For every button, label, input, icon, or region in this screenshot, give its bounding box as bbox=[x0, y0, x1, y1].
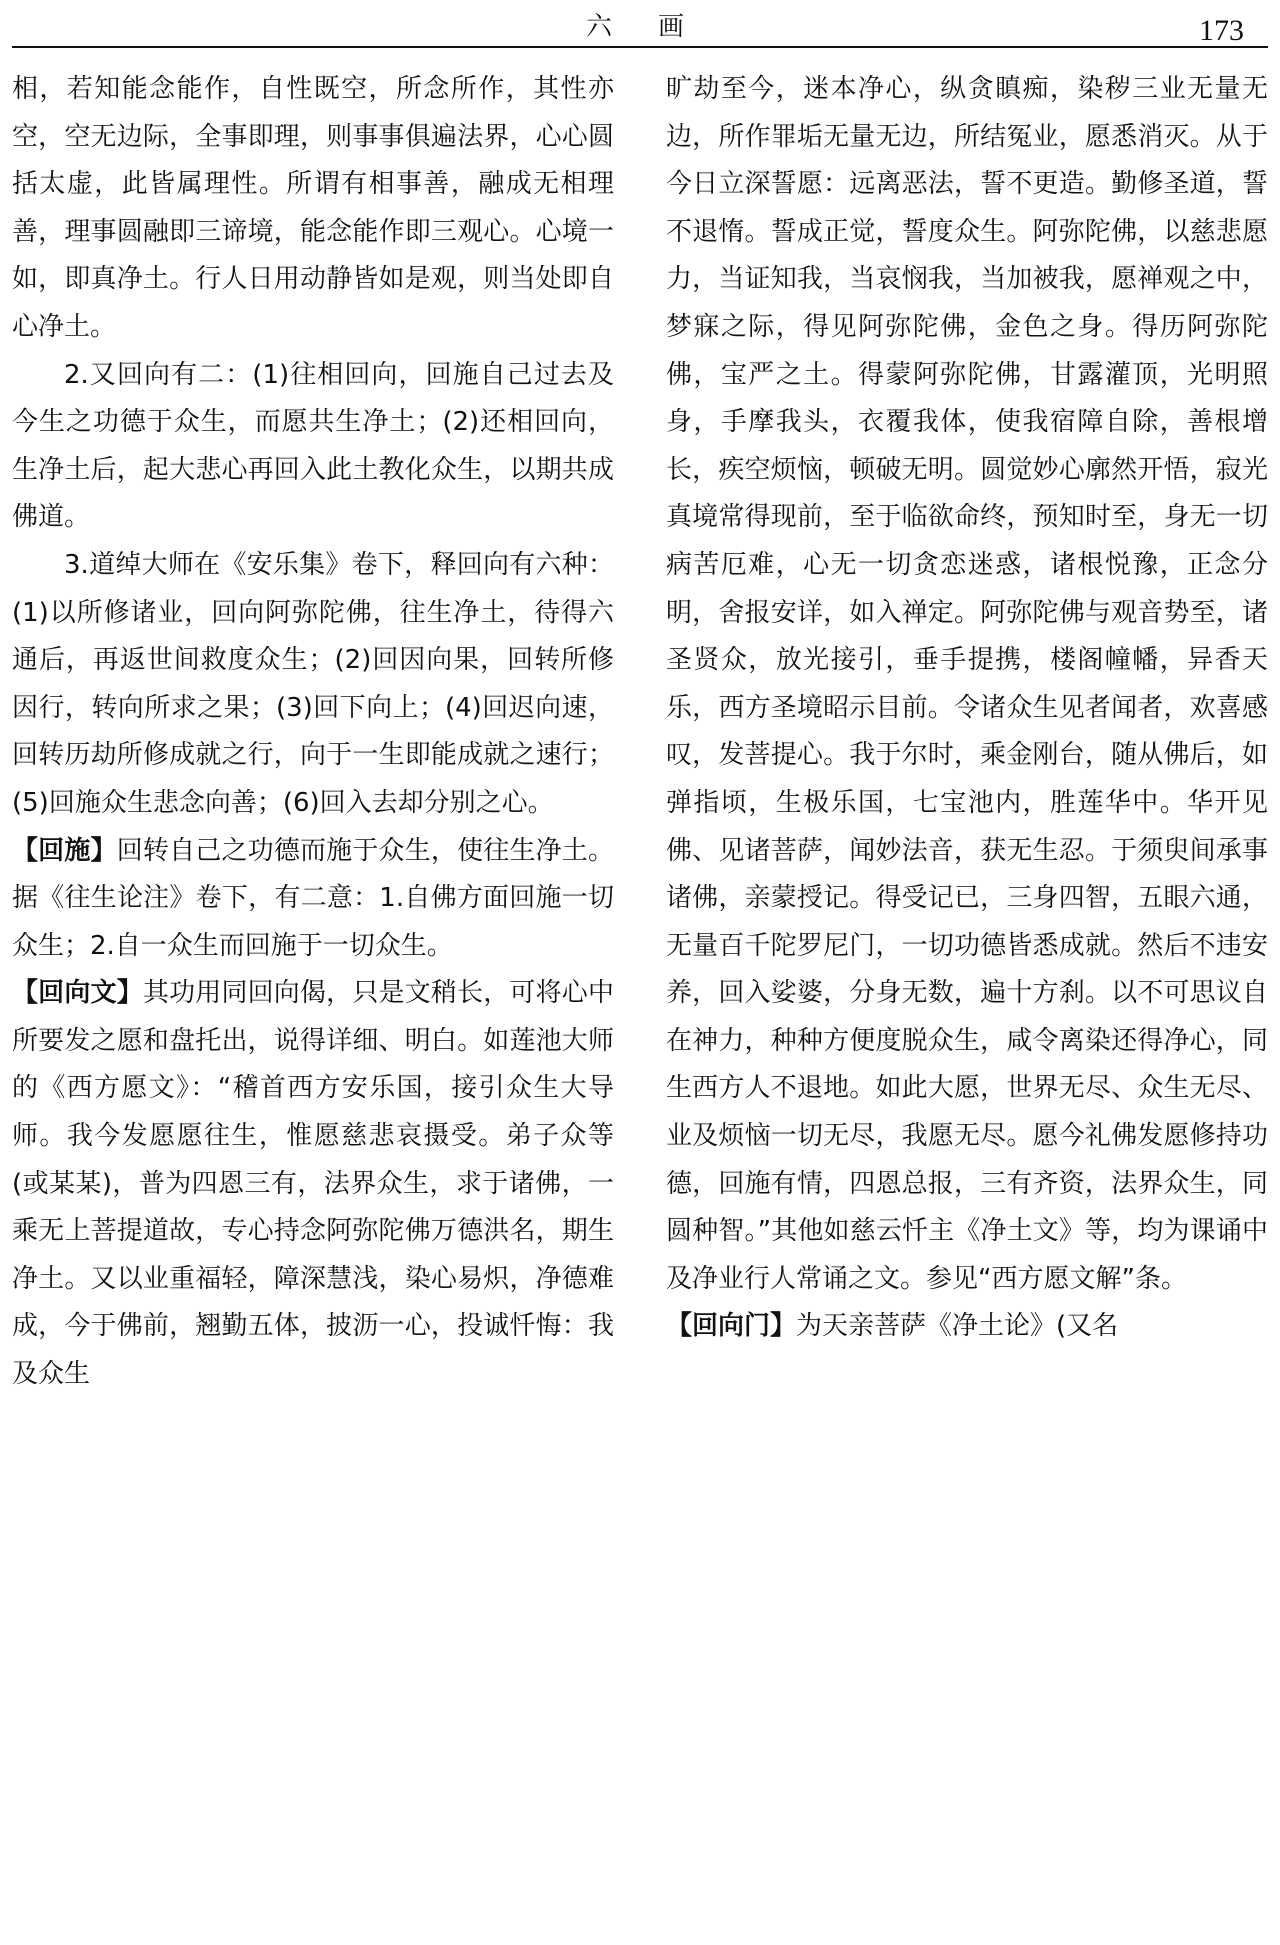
paragraph-continued: 相，若知能念能作，自性既空，所念所作，其性亦空，空无边际，全事即理，则事事俱遍法界，心心圆括太虚，此皆属理性。所谓有相事善，融成无相理善，理事圆融即三谛境，能念能作即三观心。心境一如，即真净土。行人日用动静皆如是观，则当处即自心净土。 bbox=[12, 74, 614, 342]
paragraph-huixiang-six: 3.道绰大师在《安乐集》卷下，释回向有六种：(1)以所修诸业，回向阿弥陀佛，往生净土，待得六通后，再返世间救度众生；(2)回因向果，回转所修因行，转向所求之果；(3)回下向上；(4)回迟向速，回转历劫所修成就之行，向于一生即能成就之速行；(5)回施众生悲念向善；(6)回入去却分别之心。 bbox=[12, 549, 614, 818]
entry-headword: 【回向文】 bbox=[12, 978, 143, 1009]
left-column bbox=[12, 66, 614, 1399]
paragraph-huixiang-two: 2.又回向有二：(1)往相回向，回施自己过去及今生之功德于众生，而愿共生净土；(2)还相回向，生净土后，起大悲心再回入此土教化众生，以期共成佛道。 bbox=[12, 359, 614, 533]
entry-headword: 【回施】 bbox=[12, 835, 117, 866]
entry-huishi bbox=[12, 828, 614, 971]
entry-huixiangmen bbox=[666, 1303, 1268, 1351]
running-title: 六 画 bbox=[585, 12, 694, 42]
entry-body: 回转自己之功德而施于众生，使往生净土。据《往生论注》卷下，有二意：1.自佛方面回施一切众生；2.自一众生而回施于一切众生。 bbox=[12, 835, 614, 961]
paragraph-vow-text: 旷劫至今，迷本净心，纵贪瞋痴，染秽三业无量无边，所作罪垢无量无边，所结冤业，愿悉消灭。从于今日立深誓愿：远离恶法，誓不更造。勤修圣道，誓不退惰。誓成正觉，誓度众生。阿弥陀佛，以慈悲愿力，当证知我，当哀悯我，当加被我，愿禅观之中，梦寐之际，得见阿弥陀佛，金色之身。得历阿弥陀佛，宝严之土。得蒙阿弥陀佛，甘露灌顶，光明照身，手摩我头，衣覆我体，使我宿障自除，善根增长，疾空烦恼，顿破无明。圆觉妙心廓然开悟，寂光真境常得现前，至于临欲命终，预知时至，身无一切病苦厄难，心无一切贪恋迷惑，诸根悦豫，正念分明，舍报安详，如入禅定。阿弥陀佛与观音势至，诸圣贤众，放光接引，垂手提携，楼阁幢幡，异香天乐，西方圣境昭示目前。令诸众生见者闻者，欢喜感叹，发菩提心。我于尔时，乘金刚台，随从佛后，如弹指顷，生极乐国，七宝池内，胜莲华中。华开见佛、见诸菩萨，闻妙法音，获无生忍。于须臾间承事诸佛，亲蒙授记。得受记已，三身四智，五眼六通，无量百千陀罗尼门，一切功德皆悉成就。然后不违安养，回入娑婆，分身无数，遍十方刹。以不可思议自在神力，种种方便度脱众生，咸令离染还得净心，同生西方人不退地。如此大愿，世界无尽、众生无尽、业及烦恼一切无尽，我愿无尽。愿今礼佛发愿修持功德，回施有情，四恩总报，三有齐资，法界众生，同圆种智。”其他如慈云忏主《净土文》等，均为课诵中及净业行人常诵之文。参见“西方愿文解”条。 bbox=[666, 74, 1268, 1294]
entry-huixiangwen bbox=[12, 970, 614, 1398]
page-number: 173 bbox=[1199, 14, 1244, 47]
entry-body: 其功用同回向偈，只是文稍长，可将心中所要发之愿和盘托出，说得详细、明白。如莲池大师的《西方愿文》：“稽首西方安乐国，接引众生大导师。我今发愿愿往生，惟愿慈悲哀摄受。弟子众等(或某某)，普为四恩三有，法界众生，求于诸佛，一乘无上菩提道故，专心持念阿弥陀佛万德洪名，期生净土。又以业重福轻，障深慧浅，染心易炽，净德难成，今于佛前，翘勤五体，披沥一心，投诚忏悔：我及众生 bbox=[12, 978, 614, 1390]
page-header bbox=[12, 0, 1268, 48]
header-rule bbox=[12, 46, 1268, 48]
text-columns bbox=[12, 66, 1268, 1399]
entry-headword: 【回向门】 bbox=[666, 1311, 797, 1342]
right-column bbox=[666, 66, 1268, 1399]
entry-body: 为天亲菩萨《净土论》(又名 bbox=[796, 1311, 1119, 1342]
